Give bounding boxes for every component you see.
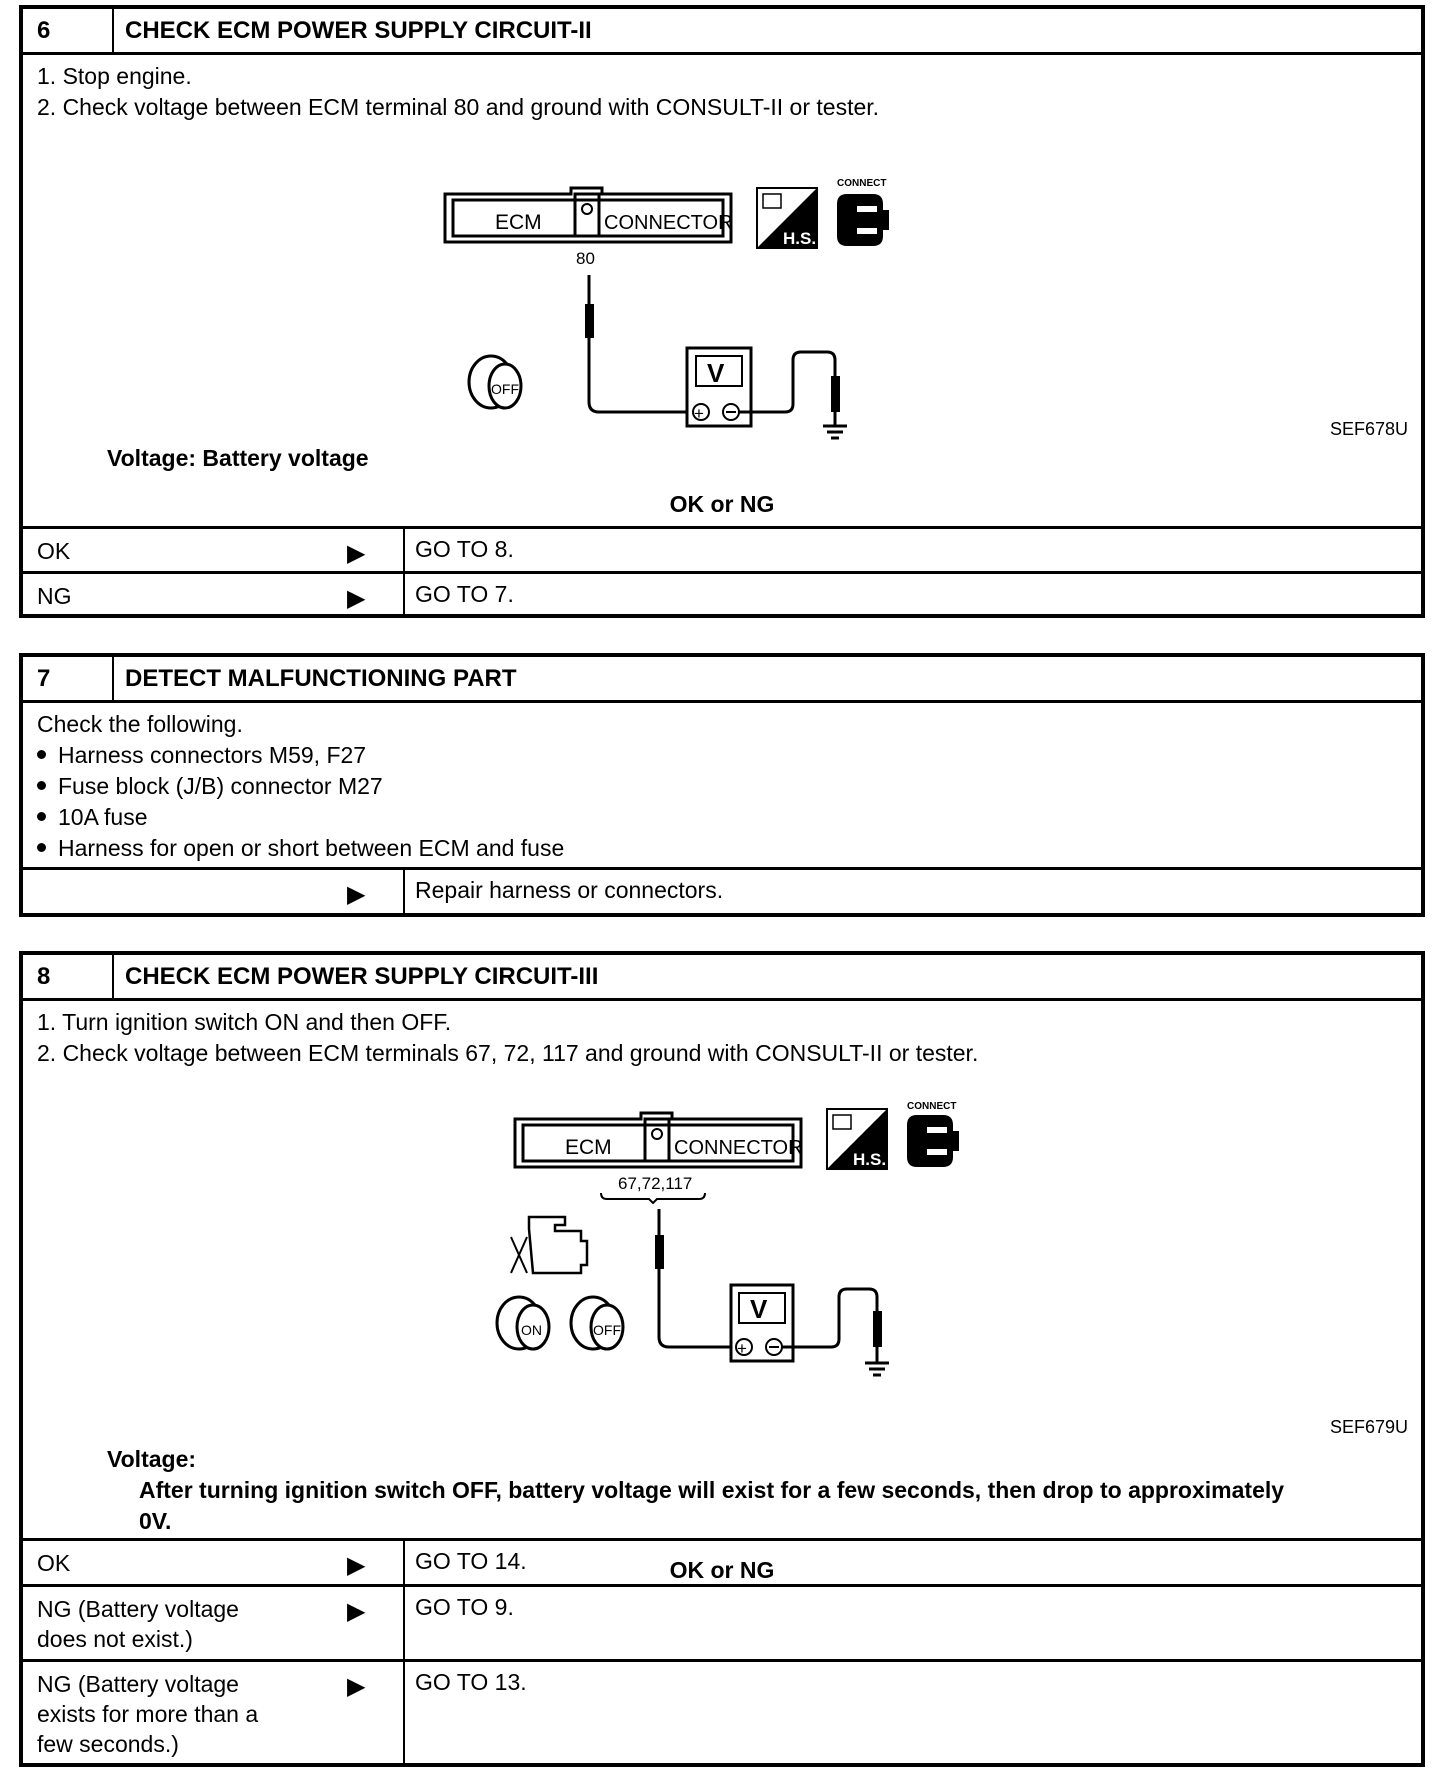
wiring-diagram <box>443 170 923 440</box>
svg-text:CONNECTOR: CONNECTOR <box>604 212 733 234</box>
arrow-right-icon: ▶ <box>347 1598 366 1625</box>
svg-text:ECM: ECM <box>565 1136 612 1159</box>
result-prompt: OK or NG <box>669 491 775 517</box>
step-instruction: 2. Check voltage between ECM terminal 80 and ground with CONSULT-II or tester. <box>37 94 880 120</box>
voltage-spec: Voltage: Battery voltage <box>107 445 369 471</box>
arrow-right-icon: ▶ <box>347 585 366 612</box>
ecm-voltage-check-diagram <box>443 170 923 440</box>
svg-text:ON: ON <box>521 1322 542 1338</box>
check-item: Harness connectors M59, F27 <box>37 742 366 769</box>
result-row-ng-no-voltage[interactable] <box>23 1584 1421 1659</box>
svg-text:CONNECTOR: CONNECTOR <box>674 1137 803 1159</box>
svg-text:OFF: OFF <box>593 1322 621 1338</box>
result-action-link[interactable]: GO TO 13. <box>415 1669 527 1695</box>
harness-side-icon <box>827 1109 887 1169</box>
bullet-icon <box>37 843 46 852</box>
result-action-link[interactable]: GO TO 7. <box>415 581 514 607</box>
bullet-icon <box>37 750 46 759</box>
svg-text:CONNECT: CONNECT <box>907 1101 957 1112</box>
step-number: 8 <box>23 955 114 998</box>
svg-text:H.S.: H.S. <box>783 229 817 248</box>
result-row-ok[interactable] <box>23 1538 1421 1584</box>
arrow-right-icon: ▶ <box>347 1673 366 1700</box>
bullet-icon <box>37 812 46 821</box>
step-title: CHECK ECM POWER SUPPLY CIRCUIT-III <box>125 963 599 990</box>
result-row-ng[interactable] <box>23 571 1421 616</box>
result-row-ng-voltage-persists[interactable] <box>23 1659 1421 1763</box>
check-item: Harness for open or short between ECM and fuse <box>37 835 564 862</box>
check-intro: Check the following. <box>37 711 243 737</box>
result-action-link[interactable]: GO TO 8. <box>415 536 514 562</box>
svg-text:OFF: OFF <box>491 381 519 397</box>
result-row-repair[interactable] <box>23 867 1421 913</box>
result-action: Repair harness or connectors. <box>415 877 724 903</box>
harness-side-icon <box>757 188 817 248</box>
svg-text:H.S.: H.S. <box>853 1150 887 1169</box>
bullet-icon <box>37 781 46 790</box>
voltage-spec-cont: 0V. <box>139 1508 172 1534</box>
check-item: 10A fuse <box>37 804 148 831</box>
svg-text:80: 80 <box>576 249 595 268</box>
arrow-right-icon: ▶ <box>347 540 366 567</box>
svg-text:CONNECT: CONNECT <box>837 178 887 189</box>
result-action-link[interactable]: GO TO 9. <box>415 1594 514 1620</box>
ignition-key-on-icon <box>497 1297 549 1349</box>
arrow-right-icon: ▶ <box>347 1552 366 1579</box>
svg-text:67,72,117: 67,72,117 <box>618 1174 693 1193</box>
ignition-key-off-icon <box>571 1297 623 1349</box>
connect-icon <box>907 1101 959 1167</box>
step-number: 6 <box>23 9 114 52</box>
figure-id: SEF678U <box>1330 419 1409 439</box>
result-prompt: OK or NG <box>669 1557 775 1583</box>
step-instruction: 1. Stop engine. <box>37 63 192 89</box>
section-8-header <box>23 955 1421 1001</box>
svg-text:+: + <box>737 1339 747 1358</box>
step-title: CHECK ECM POWER SUPPLY CIRCUIT-II <box>125 17 592 44</box>
svg-text:ECM: ECM <box>495 211 542 234</box>
step-instruction: 1. Turn ignition switch ON and then OFF. <box>37 1009 452 1035</box>
connect-icon <box>837 178 889 246</box>
result-condition: NG (Battery voltage does not exist.) <box>37 1596 239 1652</box>
step-title: DETECT MALFUNCTIONING PART <box>125 665 517 692</box>
section-7-header <box>23 657 1421 703</box>
voltage-spec-label: Voltage: <box>107 1446 197 1472</box>
result-row-ok[interactable] <box>23 526 1421 571</box>
figure-id: SEF679U <box>1330 1417 1409 1437</box>
result-condition: OK <box>37 1550 71 1576</box>
section-6-header <box>23 9 1421 55</box>
engine-stopped-icon <box>511 1217 587 1273</box>
svg-text:V: V <box>750 1294 768 1324</box>
step-instruction: 2. Check voltage between ECM terminals 67, 72, 117 and ground with CONSULT-II or tester. <box>37 1040 979 1066</box>
arrow-right-icon: ▶ <box>347 881 366 908</box>
ecm-voltage-check-diagram <box>493 1097 973 1387</box>
voltage-spec: After turning ignition switch OFF, battery voltage will exist for a few seconds, then drop to approximately <box>139 1477 1285 1503</box>
step-number: 7 <box>23 657 114 700</box>
wiring-diagram <box>493 1097 973 1387</box>
result-condition: NG <box>37 583 72 609</box>
check-item: Fuse block (J/B) connector M27 <box>37 773 383 800</box>
section-6 <box>19 5 1425 618</box>
svg-text:V: V <box>707 358 725 388</box>
section-8 <box>19 951 1425 1767</box>
result-condition: OK <box>37 538 71 564</box>
result-action-link[interactable]: GO TO 14. <box>415 1548 527 1574</box>
result-condition: NG (Battery voltage exists for more than a few seconds.) <box>37 1671 259 1757</box>
ignition-key-off-icon <box>469 356 521 408</box>
svg-text:+: + <box>694 404 704 423</box>
section-7 <box>19 653 1425 917</box>
